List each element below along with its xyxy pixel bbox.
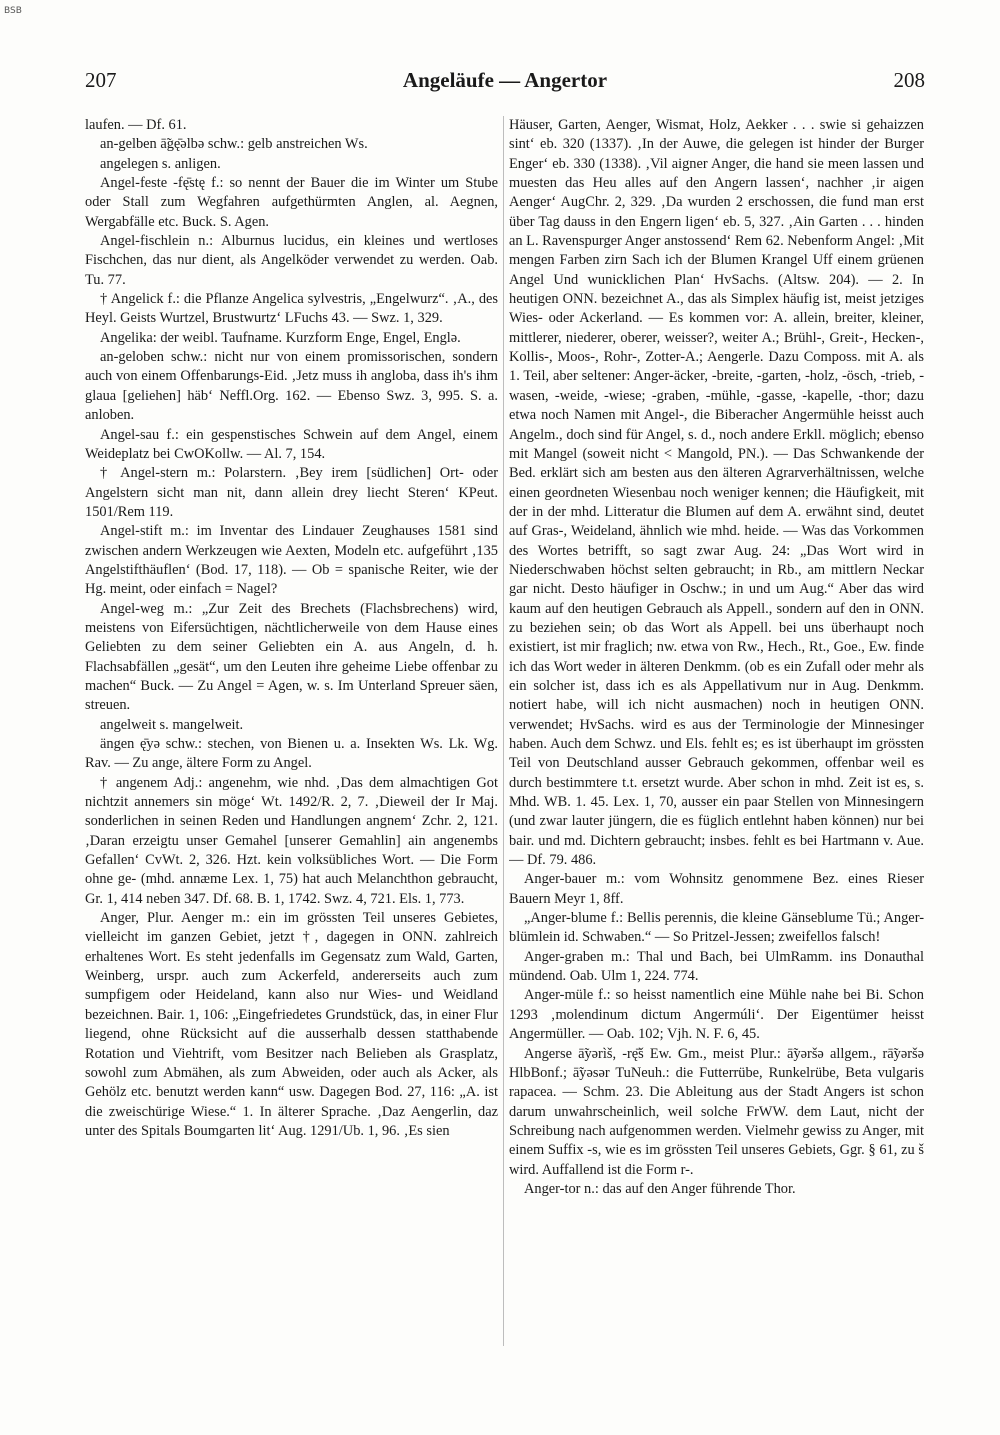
dictionary-entry: Anger-graben m.: Thal und Bach, bei UlmRamm. ins Donauthal mündend. Oab. Ulm 1, 224. 774. bbox=[509, 948, 924, 985]
dictionary-entry: † Angelick f.: die Pflanze Angelica sylvestris, „Engelwurz“. ‚A., des Heyl. Geists Wurtzel, Brustwurtz‘ LFuchs 43. — Swz. 1, 329. bbox=[85, 291, 498, 327]
dictionary-entry: Anger, Plur. Aenger m.: ein im grössten Teil unseres Gebietes, vielleicht im ganzen Gebiet, jetzt †, dagegen in ONN. zahlreich erhaltenes Wort. Es steht jedenfalls im Gegensatz zum Wald, Garten, Weinberg, urspr. auch zum Ackerfeld, andererseits auch zum sumpfigem oder Heideland, kann also nur Wies- und Weidland bezeichnen. Bair. 1, 106: „Eingefriedetes Grundstück, das, in einer Flur liegend, ohne Rücksicht auf die ausserhalb dessen statthabende Rotation und Viehtrift, vom Besitzer nach Belieben als Grasplatz, sowohl zum Abmähen, als zum Abweiden, oder auch als Acker, als Gehölz etc. benutzt werden kann“ usw. Dagegen Bod. 27, 116: „A. ist die zweischürige Wiese.“ 1. In älterer Sprache. ‚Daz Aengerlin, daz unter des Spitals Boumgarten lit‘ Aug. 1291/Ub. 1, 96. ‚Es sien bbox=[85, 910, 498, 1139]
dictionary-entry: Angel-fischlein n.: Alburnus lucidus, ein kleines und wertloses Fischchen, das nur dient, als Angelköder verwendet zu werden. Oab. Tu. 77. bbox=[85, 233, 498, 288]
dictionary-entry: an-gelben ā̃gę̄əlbə schw.: gelb anstreichen Ws. bbox=[100, 136, 368, 153]
left-column bbox=[85, 116, 498, 1346]
dictionary-entry: an-geloben schw.: nicht nur von einem promissorischen, sondern auch von einem Offenbarungs-Eid. ‚Jetz muss ih angloba, dass ih's ihm glaua [geliehen] häb‘ Neffl.Org. 162. — Ebenso Swz. 3, 995. S. a. anloben. bbox=[85, 349, 498, 424]
library-stamp: BSB bbox=[4, 6, 22, 16]
dictionary-entry: angelegen s. anligen. bbox=[100, 155, 221, 172]
dictionary-entry: ängen ę̄yə schw.: stechen, von Bienen u. a. Insekten Ws. Lk. Wg. Rav. — Zu ange, ältere Form zu Angel. bbox=[85, 736, 498, 772]
dictionary-entry: laufen. — Df. 61. bbox=[85, 117, 187, 133]
dictionary-entry: Angel-feste -fę̄stę f.: so nennt der Bauer die im Winter um Stube oder Stall zum Wegfahren aufgethürmten Anglen, al. Aegnen, Wergabfälle etc. Buck. S. Agen. bbox=[85, 175, 498, 230]
right-page-number: 208 bbox=[893, 68, 925, 92]
dictionary-entry: Angelika: der weibl. Taufname. Kurzform Enge, Engel, Englə. bbox=[100, 329, 461, 346]
dictionary-entry: Angel-weg m.: „Zur Zeit des Brechets (Flachsbrechens) wird, meistens von Eifersüchtigen, nächtlicherweile von dem Hause eines Geliebten zu dem seiner Geliebten ein A. aus Angeln, d. h. Flachsabfällen „gesät“, um den Leuten ihre geheime Liebe offenbar zu machen“ Buck. — Zu Angel = Agen, w. s. Im Unterland Spreuer säen, streuen. bbox=[85, 600, 498, 714]
column-divider bbox=[503, 116, 504, 1346]
dictionary-entry: angelweit s. mangelweit. bbox=[100, 716, 244, 733]
dictionary-entry: „Anger-blume f.: Bellis perennis, die kleine Gänseblume Tü.; Anger-blümlein id. Schwaben.“ — So Pritzel-Jessen; zweifellos falsch! bbox=[509, 910, 924, 946]
dictionary-entry: Anger-müle f.: so heisst namentlich eine Mühle nahe bei Bi. Schon 1293 ‚molendinum dictum Angermúli‘. Der Eigentümer heisst Angermüller. — Oab. 102; Vjh. N. F. 6, 45. bbox=[509, 987, 924, 1043]
dictionary-entry: Angerse ā̃yərìš, -rę̄š Ew. Gm., meist Plur.: ā̃yəršə allgem., rā̃yəršə HlbBonf.; ā̃yəsər TuNeuh.: die Futterrübe, Runkelrübe, Beta vulgaris rapacea. — Schm. 23. Die Ableitung aus der Stadt Angers ist schon darum unwahrscheinlich, weil solche FrWW. dem Laut, nicht der Schreibung nach aufgenommen werden. Vielmehr gewiss zu Anger, mit einem Suffix -s, wie es im grössten Teil unseres Gebiets, Ggr. § 61, zu š wird. Auffallend ist die Form r-. bbox=[509, 1045, 924, 1178]
dictionary-entry: Häuser, Garten, Aenger, Wismat, Holz, Aekker . . . swie si gehaizzen sint‘ eb. 320 (1337). ‚In der Auwe, die gelegen ist hinder der Burger Enger‘ eb. 330 (1338). ‚Vil aigner Anger, die hand sie meen lassen und muesten das Heu alles auf den Angern lassen‘, nachher ‚ir aigen Aenger‘ AugChr. 2, 329. ‚Da wurden 2 erschossen, die fund man erst über Tag dauss in den Engern ligen‘ eb. 5, 327. ‚Ain Garten . . . hinden an L. Ravenspurger Anger anstossend‘ Rem 62. Nebenform Angel: ‚Mit mengen Farben zirn Sach ich der Blumen Krangel Uff einem grüenen Angel Und wunicklichen Plan‘ HvSachs. (Altsw. 204). — 2. In heutigen ONN. bezeichnet A., das als Simplex häufig ist, meist jetziges Wies- oder Ackerland. — Es kommen vor: A. allein, breiter, kleiner, mittlerer, niederer, oberer, weisser?, weiter A.; Brühl-, Greit-, Hecken-, Kollis-, Moos-, Rohr-, Zotter-A.; Aengerle. Dazu Composs. mit A. als 1. Teil, aber seltener: Anger-äcker, -breite, -garten, -holz, -ösch, -trieb, -wasen, -weide, -wiese; -graben, -mühle, -gasse, -kapelle, -thor; dazu etwa noch Namen mit Angel-, die Biberacher Angermühle heisst auch Angelm., doch sind für Angel, s. d., noch andere Erkll. möglich; ebenso mit Mangel (soweit nicht < Mangold, PN.). — Das Schwankende der Bed. erklärt sich am besten aus den älteren Agrarverhältnissen, welche einen geordneten Wiesenbau noch weniger kennen; die Häufigkeit, mit der in der mhd. Litteratur die Blumen auf dem A. erwähnt sind, deutet auf Gras-, Weideland, ähnlich wie mhd. heide. — Was das Vorkommen des Wortes betrifft, so sagt zwar Aug. 24: „Das Wort wird in Niederschwaben höchst selten gebraucht; in Rb., am mittlern Neckar gar nicht. Desto häufiger in Oschw.; in und um Aug.“ Aber das wird kaum auf den heutigen Gebrauch als Appell., sondern auf den in ONN. zu beziehen sein; ob das Wort als Appell. bei uns überhaupt noch existiert, ist mir fraglich; nw. etwa von Rw., Hech., Rt., Goe., Ew. finde ich das Wort weder in älteren Denkmm. (ob es ein Zufall oder mehr als ein solcher ist, dass ich es als Appellativum nur in Aug. Denkmm. notiert habe, will ich nicht ausmachen) noch in heutigen ONN. verwendet; HvSachs. wird es aus der Terminologie der Minnesinger haben. Auch dem Schwz. und Els. fehlt es; es ist überhaupt im grössten Teil von Deutschland ausser Gebrauch gekommen, offenbar weil es durch bestimmtere t.t. ersetzt wurde. Aber schon in mhd. Zeit ist es, s. Mhd. WB. 1. 45. Lex. 1, 70, ausser ein paar Stellen von Minnesingern (und zwar lauter jüngern, die es füglich entlehnt haben können) nur bei bair. und md. Dichtern gebraucht; insbes. fehlt es bei Hartmann v. Aue. — Df. 79. 486. bbox=[509, 117, 924, 869]
dictionary-entry: Anger-bauer m.: vom Wohnsitz genommene Bez. eines Rieser Bauern Meyr 1, 8ff. bbox=[509, 871, 924, 907]
right-column bbox=[509, 116, 924, 1346]
dictionary-entry: Angel-sau f.: ein gespenstisches Schwein auf dem Angel, einem Weideplatz bei CwOKollw. — Al. 7, 154. bbox=[85, 426, 498, 462]
page-header bbox=[85, 68, 925, 98]
running-title: Angeläufe — Angertor bbox=[402, 68, 608, 92]
dictionary-entry: Angel-stift m.: im Inventar des Lindauer Zeughauses 1581 sind zwischen andern Werkzeugen wie Aexten, Modeln etc. aufgeführt ‚135 Angelstifthäuflen‘ (Bod. 17, 118). — Ob = spanische Reiter, wie der Hg. meint, oder einfach = Nagel? bbox=[85, 523, 498, 598]
dictionary-entry: Anger-tor n.: das auf den Anger führende Thor. bbox=[524, 1180, 796, 1197]
dictionary-entry: † Angel-stern m.: Polarstern. ‚Bey irem [südlichen] Ort- oder Angelstern sicht man nit, dann allein drey liecht Steren‘ KPeut. 1501/Rem 119. bbox=[85, 465, 498, 520]
left-page-number: 207 bbox=[85, 68, 117, 92]
dictionary-entry: † angenem Adj.: angenehm, wie nhd. ‚Das dem almachtigen Got nichtzit annemers sin möge‘ Wt. 1492/R. 2, 7. ‚Dieweil der Ir Maj. sonderlichen in seinen Reden und Handlungen angnem‘ Zchr. 2, 121. ‚Daran erzeigtu unser Gemahel [unserer Gemahlin] ain angenembs Gefallen‘ CvWt. 2, 326. Hzt. kein volksübliches Wort. — Die Form ohne ge- (mhd. annæme Lex. 1, 75) hat auch Melanchthon gebraucht, Gr. 1, 414 neben 347. Df. 68. B. 1, 1742. Swz. 4, 721. Els. 1, 773. bbox=[85, 774, 498, 907]
